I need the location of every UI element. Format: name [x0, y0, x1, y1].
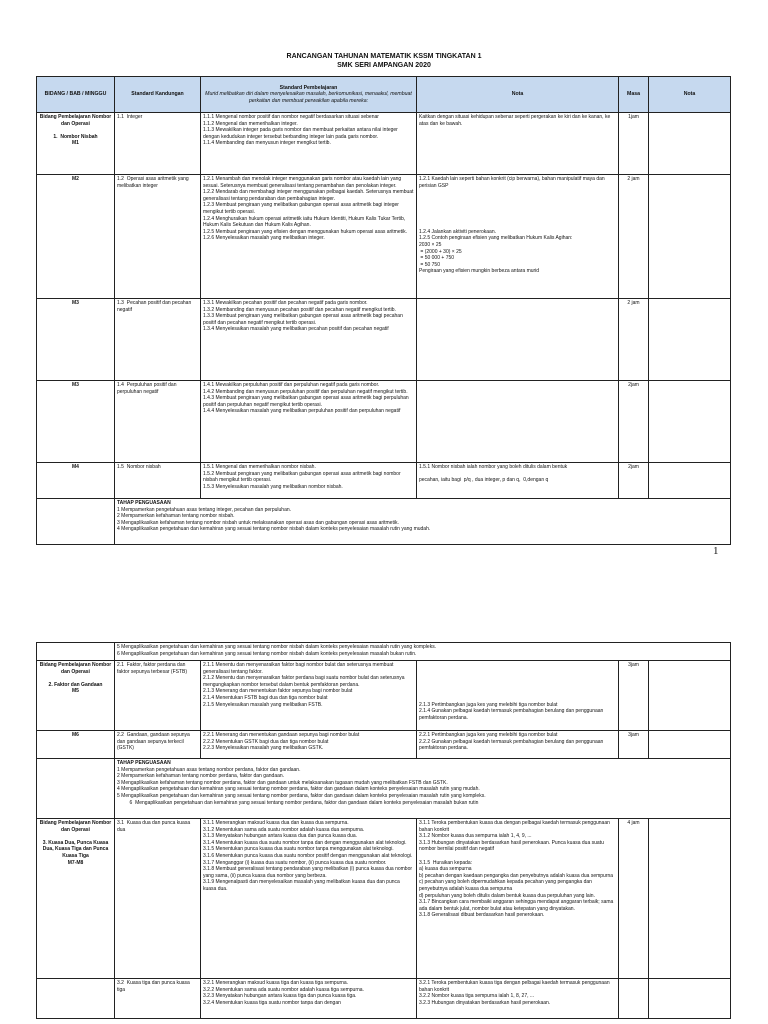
nota2-cell: [649, 819, 731, 979]
tahap-item: 1 Mempamerkan pengetahuan asas tentang nombor perdana, faktor dan gandaan.: [117, 766, 301, 773]
bidang-cell: M2: [72, 176, 79, 182]
nota2-cell: [649, 175, 731, 299]
sp-cell: 3.2.1 Menerangkan maksud kuasa tiga dan kuasa tiga sempurna. 3.2.2 Menentukan sama ada suatu nombor adalah kuasa tiga sempurna. 3.2.3 Menyatakan hubungan antara kuasa tiga dan punca kuasa tiga. 3.2.4 Menentukan kuasa tiga suatu nombor tanpa dan dengan: [203, 980, 364, 1006]
page-2: [0, 590, 768, 1024]
sk-cell: 1.3 Pecahan positif dan pecahan negatif: [117, 300, 193, 313]
nota2-cell: [649, 661, 731, 731]
tahap-item: 6 Mengaplikasikan pengetahuan dan kemahiran yang sesuai tentang nombor perdana, faktor dan gandaan dalam konteks penyelesaian masalah bukan rutin: [117, 799, 479, 806]
tahap-penguasaan-2: [115, 759, 731, 819]
sp-cell: 1.3.1 Mewakilkan pecahan positif dan pecahan negatif pada garis nombor. 1.3.2 Membanding dan menyusun pecahan positif dan pecahan negatif mengikut tertib. 1.3.3 Membuat pengiraan yang melibatkan gabungan operasi asas aritmetik bagi pecahan positif dan pecahan negatif mengikut tertib operasi. 1.3.4 Menyelesaikan masalah yang melibatkan pecahan positif dan pecahan negatif: [203, 300, 403, 333]
nota-cell: 3.2.1 Teroka pembentukan kuasa tiga dengan pelbagai kaedah termasuk penggunaan bahan konkrit 3.2.2 Nombor kuasa tiga sempurna ialah 1, 8, 27, ... 3.2.3 Hubungan dinyatakan berdasarkan hasil penerokaan.: [419, 980, 610, 1006]
bidang-cell: Bidang Pembelajaran Nombor dan Operasi 3. Kuasa Dua, Punca Kuasa Dua, Kuasa Tiga dan Punca Kuasa Tiga M7-M8: [39, 820, 112, 866]
nota2-cell: [649, 463, 731, 499]
bidang-cell: M3: [72, 300, 79, 306]
masa-cell: 4 jam: [627, 820, 640, 826]
header-masa: Masa: [619, 77, 649, 113]
nota2-cell: [649, 299, 731, 381]
nota-cell: 1.5.1 Nombor nisbah ialah nombor yang boleh ditulis dalam bentuk pecahan, iaitu bagi p/q , dua integer, p dan q, 0,dengan q: [419, 464, 568, 484]
nota2-cell: [649, 381, 731, 463]
header-standard-kandungan: Standard Kandungan: [115, 77, 201, 113]
tahap-row: [37, 643, 731, 661]
yearly-plan-table-1: [36, 76, 731, 545]
table-row: [37, 381, 731, 463]
nota-cell: 2.2.1 Pertimbangkan juga kes yang melebihi tiga nombor bulat 2.2.2 Gunakan pelbagai kaedah termasuk pembahagian berulang dan penggunaan pemfaktoran perdana.: [419, 732, 604, 752]
tahap-item: 4 Mengaplikasikan pengetahuan dan kemahiran yang sesuai tentang nombor nisbah dalam konteks penyelesaian masalah rutin yang mudah.: [117, 526, 431, 533]
sk-cell: 1.4 Perpuluhan positif dan perpuluhan negatif: [117, 382, 178, 395]
table-row: [37, 731, 731, 759]
sk-cell: 1.5 Nombor nisbah: [117, 464, 161, 470]
header-nota-2: Nota: [649, 77, 731, 113]
sp-cell: 1.5.1 Mengenal dan memerihalkan nombor nisbah. 1.5.2 Membuat pengiraan yang melibatkan gabungan operasi asas aritmetik bagi nombor nisbah mengikut tertib operasi. 1.5.3 Menyelesaikan masalah yang melibatkan nombor nisbah.: [203, 464, 401, 490]
table-row: [37, 661, 731, 731]
tahap-item: 6 Mengaplikasikan pengetahuan dan kemahiran yang sesuai tentang nombor nisbah dalam konteks penyelesaian masalah bukan rutin.: [117, 650, 417, 657]
tahap-penguasaan-continued: [115, 643, 731, 661]
nota-cell: 2.1.3 Pertimbangkan juga kes yang melebihi tiga nombor bulat 2.1.4 Gunakan pelbagai kaedah termasuk pembahagian berulang dan penggunaan pemfaktoran perdana.: [419, 701, 604, 721]
nota-cell: 1.2.1 Kaedah lain seperti bahan konkrit (cip berwarna), bahan manipulatif maya dan perisian GSP 1.2.4 Jalankan aktiviti penerokaan. 1.2.5 Contoh pengiraan efisien yang melibatkan Hukum Kalis Agihan: 2030 × 25 = (2000 + 30) × 25 = 50 000 + 750 = 50 750 Pengiraan yang efisien mungkin berbeza antara murid: [419, 176, 605, 275]
table-row: [37, 463, 731, 499]
sp-cell: 3.1.1 Menerangkan maksud kuasa dua dan kuasa dua sempurna. 3.1.2 Menentukan sama ada suatu nombor adalah kuasa dua sempurna. 3.1.3 Menyatakan hubungan antara kuasa dua dan punca kuasa dua. 3.1.4 Menentukan kuasa dua suatu nombor tanpa dan dengan menggunakan alat teknologi. 3.1.5 Menentukan punca kuasa dua suatu nombor tanpa menggunakan alat teknologi. 3.1.6 Menentukan punca kuasa dua suatu nombor positif dengan menggunakan alat teknologi. 3.1.7 Menganggar (i) kuasa dua suatu nombor, (ii) punca kuasa dua suatu nombor. 3.1.8 Membuat generalisasi tentang pendaraban yang melibatkan (i) punca kuasa dua nombor yang sama, (ii) punca kuasa dua nombor yang berbeza. 3.1.9 Mengenalpasti dan menyelesaikan masalah yang melibatkan kuasa dua dan punca kuasa dua.: [203, 820, 413, 892]
school-name: SMK SERI AMPANGAN 2020: [337, 62, 431, 69]
sk-cell: 2.1 Faktor, faktor perdana dan faktor sepunya terbesar (FSTB): [117, 662, 188, 675]
nota2-cell: [649, 113, 731, 175]
masa-cell: 2 jam: [627, 300, 640, 306]
tahap-item: 2 Mempamerkan kefahaman tentang nombor perdana, faktor dan gandaan.: [117, 773, 285, 780]
tahap-item: 3 Mengaplikasikan kefahaman tentang nombor nisbah untuk melaksanakan operasi asas dan gabungan operasi asas aritmetik.: [117, 519, 399, 526]
nota2-cell: [649, 731, 731, 759]
masa-cell: 3jam: [628, 662, 639, 668]
tahap-row: [37, 499, 731, 545]
table-row: [37, 113, 731, 175]
sk-cell: 3.2 Kuasa tiga dan punca kuasa tiga: [117, 980, 192, 993]
tahap-heading: TAHAP PENGUASAAN: [117, 760, 171, 766]
masa-cell: 1jam: [628, 114, 639, 120]
masa-cell: 3jam: [628, 732, 639, 738]
table-row: [37, 979, 731, 1019]
sp-cell: 1.1.1 Mengenal nombor positif dan nombor negatif berdasarkan situasi sebenar 1.1.2 Mengenal dan memerihalkan integer. 1.1.3 Mewakilkan integer pada garis nombor dan membuat perkaitan antara nilai integer dengan kedudukan integer tersebut berbanding integer lain pada garis nombor. 1.1.4 Membanding dan menyusun integer mengikut tertib.: [203, 114, 398, 147]
header-bidang: BIDANG / BAB / MINGGU: [37, 77, 115, 113]
bidang-cell: Bidang Pembelajaran Nombor dan Operasi 2. Faktor dan Gandaan M5: [39, 662, 112, 695]
sk-cell: 2.2 Gandaan, gandaan sepunya dan gandaan sepunya terkecil (GSTK): [117, 732, 192, 752]
page-number: 1: [713, 545, 719, 557]
tahap-item: 3 Mengaplikasikan kefahaman tentang nombor perdana, faktor dan gandaan untuk melaksanakan tugasan mudah yang melibatkan FSTB dan GSTK.: [117, 779, 448, 786]
tahap-heading: TAHAP PENGUASAAN: [117, 500, 171, 506]
header-sp-desc: Murid melibatkan diri dalam menyelesaikan masalah, berkomunikasi, menaakul, membuat perkaitan dan membuat perwakilan apabila mereka:: [205, 91, 414, 104]
tahap-row: [37, 759, 731, 819]
bidang-cell: M4: [72, 464, 79, 470]
header-sp-title: Standard Pembelajaran: [279, 84, 338, 91]
nota-cell: 3.1.1 Teroka pembentukan kuasa dua dengan pelbagai kaedah termasuk penggunaan bahan konkrit 3.1.2 Nombor kuasa dua sempurna ialah 1, 4, 9, ... 3.1.3 Hubungan dinyatakan berdasarkan hasil penerokaan. Punca kuasa dua suatu nombor bernilai positif dan negatif 3.1.5 Huraikan kepada: a) kuasa dua sempurna b) pecahan dengan kaedaan pengangka dan penyebutnya adalah kuasa dua sempurna c) pecahan yang boleh dipermudahkan kepada pecahan yang pengangka dan penyebutnya adalah kuasa dua sempurna d) perpuluhan yang boleh ditulis dalam bentuk kuasa dua perpuluhan yang lain. 3.1.7 Bincangkan cara membaiki anggaran sehingga mendapat anggaran terbaik; sama ada dalam bentuk julat, nombor bulat atau ketepatan yang dinyatakan. 3.1.8 Generalisasi dibuat berdasarkan hasil penerokaan.: [419, 820, 614, 919]
bidang-cell: M6: [72, 732, 79, 738]
table-row: [37, 299, 731, 381]
sk-cell: 1.1 Integer: [117, 114, 143, 120]
nota2-cell: [649, 979, 731, 1019]
masa-cell: 2jam: [628, 382, 639, 388]
tahap-item: 5 Mengaplikasikan pengetahuan dan kemahiran yang sesuai tentang nombor nisbah dalam konteks penyelesaian masalah rutin yang kompleks.: [117, 644, 437, 650]
bidang-cell: M3: [72, 382, 79, 388]
tahap-penguasaan: [115, 499, 731, 545]
yearly-plan-table-2: [36, 642, 731, 1019]
tahap-item: 5 Mengaplikasikan pengetahuan dan kemahiran yang sesuai tentang nombor perdana, faktor dan gandaan dalam konteks penyelesaian masalah rutin yang kompleks.: [117, 792, 486, 799]
table-row: [37, 819, 731, 979]
sp-cell: 1.4.1 Mewakilkan perpuluhan positif dan perpuluhan negatif pada garis nombor. 1.4.2 Membanding dan menyusun perpuluhan positif dan perpuluhan negatif mengikut tertib. 1.4.3 Membuat pengiraan yang melibatkan gabungan operasi asas aritmetik bagi perpuluhan positif dan perpuluhan negatif mengikut tertib operasi. 1.4.4 Menyelesaikan masalah yang melibatkan perpuluhan positif dan perpuluhan negatif: [203, 382, 409, 415]
tahap-item: 2 Mempamerkan kefahaman tentang nombor nisbah.: [117, 513, 235, 520]
sp-cell: 2.1.1 Menentu dan menyenaraikan faktor bagi nombor bulat dan seterusnya membuat generalisasi tentang faktor. 2.1.2 Menentu dan menyenaraikan faktor perdana bagi suatu nombor bulat dan seterusnya mengungkapkan nombor tersebut dalam bentuk pemfaktoran perdana. 2.1.3 Menerang dan menentukan faktor sepunya bagi nombor bulat 2.1.4 Menentukan FSTB bagi dua dan tiga nombor bulat 2.1.5 Menyelesaikan masalah yang melibatkan FSTB.: [203, 662, 405, 708]
sp-cell: 1.2.1 Menambah dan menolak integer menggunakan garis nombor atau kaedah lain yang sesuai. Seterusnya membuat generalisasi tentang penambahan dan penolakan integer. 1.2.2 Mendarab dan membahagi integer menggunakan pelbagai kaedah. Seterusnya membuat generalisasi tentang pendaraban dan pembahagian integer. 1.2.3 Membuat pengiraan yang melibatkan gabungan operasi asas aritmetik bagi integer mengikut tertib operasi. 1.2.4 Menghuraikan hukum operasi aritmetik iaitu Hukum Identiti, Hukum Kalis Tukar Tertib, Hukum Kalis Sekutuan dan Hukum Kalis Agihan. 1.2.5 Membuat pengiraan yang efisien dengan menggunakan hukum operasi asas aritmetik. 1.2.6 Menyelesaikan masalah yang melibatkan integer.: [203, 176, 414, 242]
tahap-item: 4 Mengaplikasikan pengetahuan dan kemahiran yang sesuai tentang nombor perdana, faktor dan gandaan dalam konteks penyelesaian masalah rutin yang mudah.: [117, 786, 480, 793]
header-standard-pembelajaran: [201, 77, 417, 113]
header-nota: Nota: [417, 77, 619, 113]
sk-cell: 1.2 Operasi asas aritmetik yang melibatkan integer: [117, 176, 191, 189]
nota-cell: Kaitkan dengan situasi kehidupan sebenar seperti pergerakan ke kiri dan ke kanan, ke atas dan ke bawah.: [419, 114, 612, 127]
masa-cell: 2 jam: [627, 176, 640, 182]
sk-cell: 3.1 Kuasa dua dan punca kuasa dua: [117, 820, 192, 833]
tahap-item: 1 Mempamerkan pengetahuan asas tentang integer, pecahan dan perpuluhan.: [117, 506, 292, 513]
table-row: [37, 175, 731, 299]
document-title: RANCANGAN TAHUNAN MATEMATIK KSSM TINGKATAN 1: [286, 53, 482, 60]
sp-cell: 2.2.1 Menerang dan menentukan gandaan sepunya bagi nombor bulat 2.2.2 Menentukan GSTK bagi dua dan tiga nombor bulat 2.2.3 Menyelesaikan masalah yang melibatkan GSTK.: [203, 732, 360, 752]
bidang-cell: Bidang Pembelajaran Nombor dan Operasi 1. Nombor Nisbah M1: [39, 114, 112, 147]
masa-cell: 2jam: [628, 464, 639, 470]
